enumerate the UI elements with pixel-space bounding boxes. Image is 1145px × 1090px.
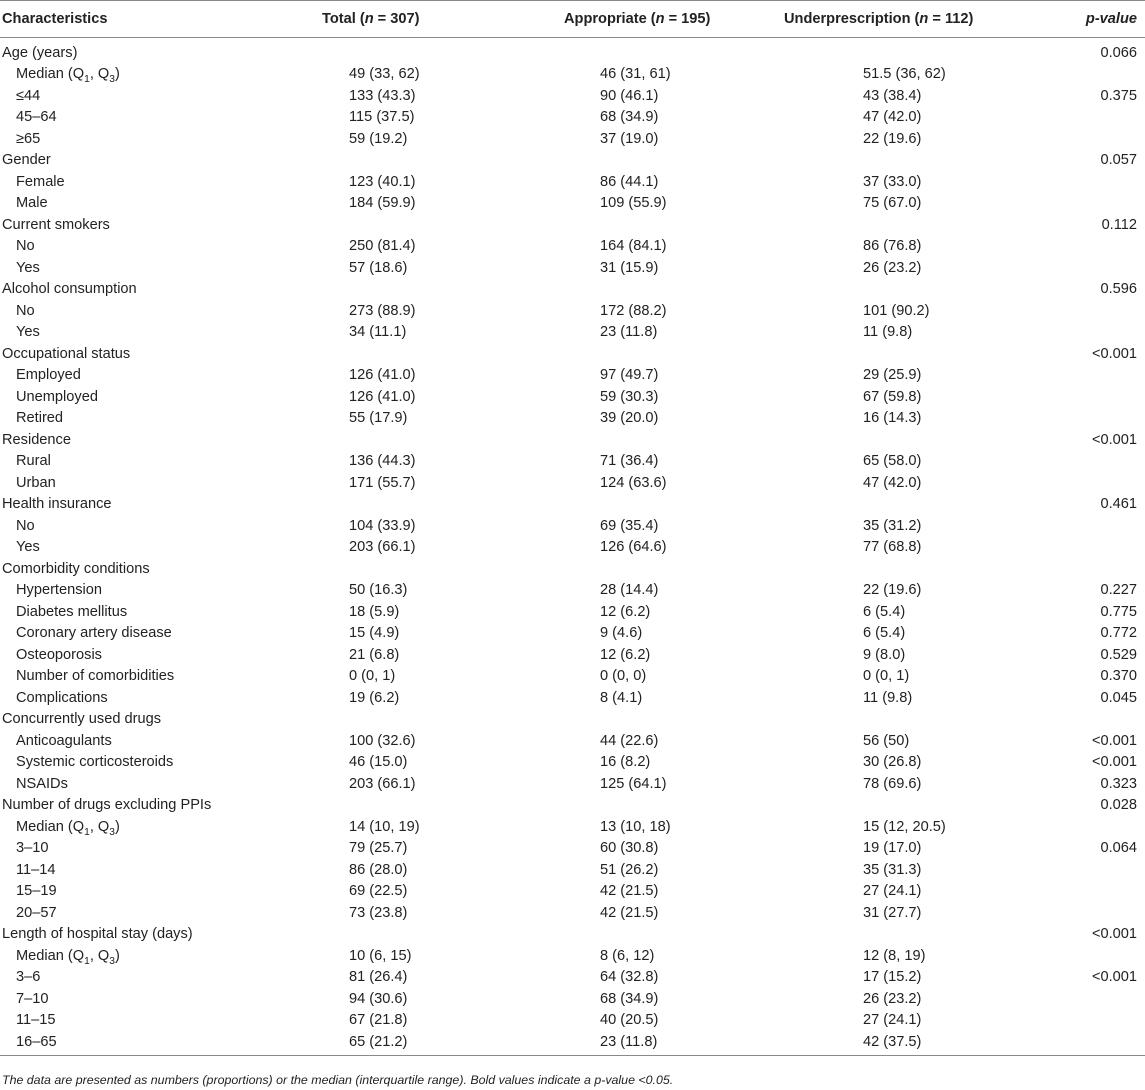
row-label: Hypertension bbox=[16, 582, 102, 599]
cell-appropriate: 126 (64.6) bbox=[600, 539, 667, 556]
cell-p-value bbox=[986, 945, 1145, 967]
cell-appropriate: 109 (55.9) bbox=[600, 195, 667, 212]
row-label: Alcohol consumption bbox=[2, 281, 137, 298]
cell-underprescription: 43 (38.4) bbox=[863, 87, 922, 104]
cell-underprescription: 67 (59.8) bbox=[863, 388, 922, 405]
cell-total: 59 (19.2) bbox=[349, 130, 408, 147]
category-row bbox=[0, 795, 1145, 817]
cell-p-value: 0.775 bbox=[1100, 603, 1137, 620]
cell-p-value: 0.529 bbox=[1100, 646, 1137, 663]
cell-total: 14 (10, 19) bbox=[349, 818, 420, 835]
cell-underprescription bbox=[734, 38, 986, 64]
cell-underprescription: 15 (12, 20.5) bbox=[863, 818, 946, 835]
cell-total: 65 (21.2) bbox=[300, 1031, 478, 1055]
cell-appropriate: 68 (34.9) bbox=[600, 109, 659, 126]
row-label: ≤44 bbox=[16, 87, 41, 104]
cell-underprescription bbox=[734, 429, 986, 451]
row-label: Median ($Q_1$, $Q_3$) bbox=[16, 66, 120, 86]
cell-appropriate: 37 (19.0) bbox=[600, 130, 659, 147]
cell-appropriate: 71 (36.4) bbox=[600, 453, 659, 470]
table-row bbox=[0, 687, 1145, 709]
row-label: Male bbox=[16, 195, 48, 212]
cell-p-value bbox=[986, 515, 1145, 537]
row-label: Anticoagulants bbox=[16, 732, 112, 749]
cell-total bbox=[300, 924, 478, 946]
row-label: 7–10 bbox=[16, 990, 49, 1007]
table-row bbox=[0, 257, 1145, 279]
cell-underprescription: 30 (26.8) bbox=[863, 754, 922, 771]
cell-p-value: 0.370 bbox=[1100, 668, 1137, 685]
cell-underprescription bbox=[734, 150, 986, 172]
table-row bbox=[0, 967, 1145, 989]
cell-total: 133 (43.3) bbox=[349, 87, 416, 104]
table-row bbox=[0, 730, 1145, 752]
row-label: Employed bbox=[16, 367, 81, 384]
cell-appropriate bbox=[478, 38, 734, 64]
row-label: Number of drugs excluding PPIs bbox=[2, 797, 212, 814]
table-footnote: The data are presented as numbers (proportions) or the median (interquartile range). Bold values indicate a p-value <0.05. bbox=[2, 1073, 674, 1087]
cell-appropriate: 12 (6.2) bbox=[600, 603, 651, 620]
cell-appropriate: 164 (84.1) bbox=[600, 238, 667, 255]
cell-appropriate: 42 (21.5) bbox=[600, 904, 659, 921]
row-label: Yes bbox=[16, 259, 40, 276]
cell-appropriate: 86 (44.1) bbox=[600, 173, 659, 190]
row-label: Occupational status bbox=[2, 345, 131, 362]
table-row bbox=[0, 859, 1145, 881]
table-row bbox=[0, 1010, 1145, 1032]
cell-p-value bbox=[986, 64, 1145, 86]
table-row bbox=[0, 537, 1145, 559]
cell-appropriate: 44 (22.6) bbox=[600, 732, 659, 749]
cell-p-value: 0.064 bbox=[1100, 840, 1137, 857]
cell-total: 100 (32.6) bbox=[349, 732, 416, 749]
cell-underprescription bbox=[734, 558, 986, 580]
cell-total: 203 (66.1) bbox=[349, 539, 416, 556]
cell-underprescription bbox=[734, 279, 986, 301]
cell-underprescription: 22 (19.6) bbox=[863, 582, 922, 599]
category-row bbox=[0, 214, 1145, 236]
row-label: 3–10 bbox=[16, 840, 49, 857]
cell-appropriate: 97 (49.7) bbox=[600, 367, 659, 384]
cell-total: 10 (6, 15) bbox=[349, 947, 412, 964]
cell-appropriate: 23 (11.8) bbox=[600, 324, 658, 341]
cell-underprescription: 42 (37.5) bbox=[734, 1031, 986, 1055]
table-row bbox=[0, 322, 1145, 344]
cell-appropriate: 172 (88.2) bbox=[600, 302, 667, 319]
cell-p-value: 0.461 bbox=[1100, 496, 1137, 513]
cell-p-value: <0.001 bbox=[1091, 431, 1137, 448]
header-p-value: p-value bbox=[986, 1, 1145, 38]
cell-appropriate: 28 (14.4) bbox=[600, 582, 659, 599]
cell-total: 69 (22.5) bbox=[349, 883, 408, 900]
row-label: Coronary artery disease bbox=[16, 625, 172, 642]
category-row bbox=[0, 924, 1145, 946]
row-label: Complications bbox=[16, 689, 108, 706]
cell-total: 171 (55.7) bbox=[349, 474, 416, 491]
cell-underprescription: 19 (17.0) bbox=[863, 840, 922, 857]
cell-appropriate bbox=[478, 795, 734, 817]
cell-p-value bbox=[986, 171, 1145, 193]
row-label: Median ($Q_1$, $Q_3$) bbox=[16, 947, 120, 967]
category-row bbox=[0, 429, 1145, 451]
cell-appropriate bbox=[478, 429, 734, 451]
cell-underprescription: 75 (67.0) bbox=[863, 195, 922, 212]
cell-total: 18 (5.9) bbox=[349, 603, 400, 620]
table-row bbox=[0, 515, 1145, 537]
cell-total: 123 (40.1) bbox=[349, 173, 416, 190]
row-label: 45–64 bbox=[16, 109, 57, 126]
cell-p-value: 0.045 bbox=[1100, 689, 1137, 706]
cell-underprescription: 56 (50) bbox=[863, 732, 910, 749]
table-row bbox=[0, 623, 1145, 645]
cell-p-value: <0.001 bbox=[1091, 732, 1137, 749]
cell-appropriate bbox=[478, 709, 734, 731]
row-label: Concurrently used drugs bbox=[2, 711, 161, 728]
row-label: 11–15 bbox=[16, 1012, 56, 1029]
category-row bbox=[0, 38, 1145, 64]
cell-underprescription: 47 (42.0) bbox=[863, 474, 922, 491]
cell-total: 81 (26.4) bbox=[349, 969, 408, 986]
category-row bbox=[0, 709, 1145, 731]
cell-p-value bbox=[986, 408, 1145, 430]
table-row bbox=[0, 300, 1145, 322]
table-row bbox=[0, 85, 1145, 107]
cell-total bbox=[300, 38, 478, 64]
cell-appropriate: 12 (6.2) bbox=[600, 646, 651, 663]
row-label: No bbox=[16, 517, 35, 534]
cell-total: 250 (81.4) bbox=[349, 238, 416, 255]
cell-p-value bbox=[986, 257, 1145, 279]
cell-p-value bbox=[986, 128, 1145, 150]
cell-underprescription: 47 (42.0) bbox=[863, 109, 922, 126]
cell-appropriate: 8 (4.1) bbox=[600, 689, 643, 706]
cell-appropriate: 125 (64.1) bbox=[600, 775, 667, 792]
cell-appropriate: 9 (4.6) bbox=[600, 625, 643, 642]
cell-total: 19 (6.2) bbox=[349, 689, 400, 706]
cell-total: 115 (37.5) bbox=[349, 109, 415, 126]
row-label: ≥65 bbox=[16, 130, 41, 147]
cell-p-value bbox=[986, 902, 1145, 924]
cell-p-value bbox=[986, 300, 1145, 322]
cell-p-value bbox=[986, 816, 1145, 838]
cell-underprescription bbox=[734, 343, 986, 365]
cell-underprescription: 35 (31.2) bbox=[863, 517, 922, 534]
row-label: Female bbox=[16, 173, 65, 190]
header-appropriate: Appropriate (n = 195) bbox=[478, 1, 734, 38]
cell-appropriate: 69 (35.4) bbox=[600, 517, 659, 534]
row-label: 11–14 bbox=[16, 861, 56, 878]
table-row bbox=[0, 666, 1145, 688]
cell-appropriate: 64 (32.8) bbox=[600, 969, 659, 986]
cell-p-value: 0.028 bbox=[1100, 797, 1137, 814]
cell-total: 49 (33, 62) bbox=[349, 66, 420, 83]
cell-appropriate: 124 (63.6) bbox=[600, 474, 667, 491]
row-label: Median ($Q_1$, $Q_3$) bbox=[16, 818, 120, 838]
cell-total: 184 (59.9) bbox=[349, 195, 416, 212]
cell-total: 50 (16.3) bbox=[349, 582, 408, 599]
table-row bbox=[0, 193, 1145, 215]
cell-total: 55 (17.9) bbox=[349, 410, 408, 427]
cell-appropriate bbox=[478, 214, 734, 236]
cell-underprescription bbox=[734, 924, 986, 946]
row-label: Age (years) bbox=[2, 44, 78, 61]
cell-total: 273 (88.9) bbox=[349, 302, 416, 319]
cell-underprescription: 37 (33.0) bbox=[863, 173, 922, 190]
cell-total bbox=[300, 429, 478, 451]
category-row bbox=[0, 343, 1145, 365]
cell-underprescription bbox=[734, 494, 986, 516]
cell-p-value: 0.112 bbox=[1101, 216, 1137, 233]
row-label: Comorbidity conditions bbox=[2, 560, 150, 577]
cell-total: 86 (28.0) bbox=[349, 861, 408, 878]
cell-p-value: <0.001 bbox=[1091, 345, 1137, 362]
table-row bbox=[0, 128, 1145, 150]
cell-total: 126 (41.0) bbox=[349, 388, 416, 405]
cell-p-value bbox=[986, 322, 1145, 344]
cell-underprescription: 31 (27.7) bbox=[863, 904, 922, 921]
cell-p-value: <0.001 bbox=[1091, 754, 1137, 771]
table-row bbox=[0, 644, 1145, 666]
cell-appropriate bbox=[478, 558, 734, 580]
row-label: Yes bbox=[16, 539, 40, 556]
cell-underprescription: 77 (68.8) bbox=[863, 539, 922, 556]
cell-underprescription: 11 (9.8) bbox=[863, 324, 913, 341]
table-row bbox=[0, 580, 1145, 602]
cell-p-value bbox=[986, 881, 1145, 903]
row-label: Systemic corticosteroids bbox=[16, 754, 174, 771]
cell-p-value bbox=[986, 988, 1145, 1010]
cell-total: 46 (15.0) bbox=[349, 754, 408, 771]
cell-underprescription: 9 (8.0) bbox=[863, 646, 906, 663]
cell-total: 94 (30.6) bbox=[349, 990, 408, 1007]
cell-underprescription: 6 (5.4) bbox=[863, 603, 906, 620]
cell-underprescription: 35 (31.3) bbox=[863, 861, 922, 878]
header-characteristics: Characteristics bbox=[0, 1, 300, 38]
cell-total bbox=[300, 343, 478, 365]
row-label: Residence bbox=[2, 431, 71, 448]
cell-underprescription: 86 (76.8) bbox=[863, 238, 922, 255]
row-label: Unemployed bbox=[16, 388, 98, 405]
cell-appropriate: 16 (8.2) bbox=[600, 754, 651, 771]
cell-p-value: 0.596 bbox=[1100, 281, 1137, 298]
row-label: Length of hospital stay (days) bbox=[2, 926, 193, 943]
category-row bbox=[0, 558, 1145, 580]
cell-p-value: 0.772 bbox=[1100, 625, 1137, 642]
cell-appropriate: 68 (34.9) bbox=[600, 990, 659, 1007]
cell-total: 0 (0, 1) bbox=[349, 668, 396, 685]
cell-underprescription: 12 (8, 19) bbox=[863, 947, 926, 964]
cell-total: 203 (66.1) bbox=[349, 775, 416, 792]
row-label: Retired bbox=[16, 410, 64, 427]
cell-underprescription: 27 (24.1) bbox=[863, 1012, 922, 1029]
row-label: NSAIDs bbox=[16, 775, 68, 792]
cell-total bbox=[300, 494, 478, 516]
cell-total: 15 (4.9) bbox=[349, 625, 400, 642]
category-row bbox=[0, 494, 1145, 516]
cell-total: 34 (11.1) bbox=[349, 324, 407, 341]
cell-appropriate bbox=[478, 279, 734, 301]
cell-p-value bbox=[986, 558, 1145, 580]
cell-p-value: 0.066 bbox=[1100, 44, 1137, 61]
row-label: 15–19 bbox=[16, 883, 57, 900]
cell-appropriate: 31 (15.9) bbox=[600, 259, 659, 276]
cell-total bbox=[300, 214, 478, 236]
header-total: Total (n = 307) bbox=[300, 1, 478, 38]
cell-appropriate: 59 (30.3) bbox=[600, 388, 659, 405]
table-header bbox=[0, 1, 1145, 38]
row-label: Osteoporosis bbox=[16, 646, 102, 663]
table-row bbox=[0, 64, 1145, 86]
cell-appropriate: 39 (20.0) bbox=[600, 410, 659, 427]
cell-underprescription: 11 (9.8) bbox=[863, 689, 913, 706]
row-label: Rural bbox=[16, 453, 51, 470]
category-row bbox=[0, 279, 1145, 301]
table-row bbox=[0, 816, 1145, 838]
cell-appropriate bbox=[478, 494, 734, 516]
cell-p-value bbox=[986, 1010, 1145, 1032]
cell-appropriate: 8 (6, 12) bbox=[600, 947, 655, 964]
cell-appropriate: 90 (46.1) bbox=[600, 87, 659, 104]
table-row bbox=[0, 171, 1145, 193]
cell-underprescription bbox=[734, 795, 986, 817]
cell-underprescription bbox=[734, 214, 986, 236]
table-row bbox=[0, 107, 1145, 129]
table-row bbox=[0, 601, 1145, 623]
row-label: 3–6 bbox=[16, 969, 41, 986]
cell-appropriate: 40 (20.5) bbox=[600, 1012, 659, 1029]
table-row bbox=[0, 1031, 1145, 1055]
table-row bbox=[0, 902, 1145, 924]
cell-appropriate: 23 (11.8) bbox=[478, 1031, 734, 1055]
cell-p-value bbox=[986, 107, 1145, 129]
cell-underprescription: 65 (58.0) bbox=[863, 453, 922, 470]
header-underprescription: Underprescription (n = 112) bbox=[734, 1, 986, 38]
cell-underprescription: 6 (5.4) bbox=[863, 625, 906, 642]
row-label: 20–57 bbox=[16, 904, 57, 921]
row-label: No bbox=[16, 302, 35, 319]
table-row bbox=[0, 881, 1145, 903]
cell-p-value: 0.057 bbox=[1100, 152, 1137, 169]
row-label: Diabetes mellitus bbox=[16, 603, 128, 620]
cell-total: 104 (33.9) bbox=[349, 517, 416, 534]
cell-underprescription: 26 (23.2) bbox=[863, 990, 922, 1007]
cell-p-value: <0.001 bbox=[1091, 969, 1137, 986]
cell-p-value bbox=[986, 472, 1145, 494]
cell-total: 21 (6.8) bbox=[349, 646, 400, 663]
table-body bbox=[0, 38, 1145, 1056]
cell-p-value bbox=[986, 709, 1145, 731]
header-row bbox=[0, 1, 1145, 38]
cell-p-value bbox=[986, 386, 1145, 408]
cell-p-value: 0.227 bbox=[1100, 582, 1137, 599]
table-row bbox=[0, 838, 1145, 860]
row-label: 16–65 bbox=[0, 1031, 300, 1055]
cell-p-value bbox=[986, 859, 1145, 881]
cell-underprescription: 101 (90.2) bbox=[863, 302, 930, 319]
cell-total bbox=[300, 150, 478, 172]
cell-underprescription: 78 (69.6) bbox=[863, 775, 922, 792]
cell-underprescription: 17 (15.2) bbox=[863, 969, 922, 986]
row-label: Health insurance bbox=[2, 496, 112, 513]
cell-p-value: <0.001 bbox=[1091, 926, 1137, 943]
cell-underprescription: 27 (24.1) bbox=[863, 883, 922, 900]
cell-p-value bbox=[986, 236, 1145, 258]
table-row bbox=[0, 365, 1145, 387]
row-label: Yes bbox=[16, 324, 40, 341]
cell-underprescription: 16 (14.3) bbox=[863, 410, 922, 427]
cell-p-value bbox=[986, 537, 1145, 559]
row-label: Number of comorbidities bbox=[16, 668, 175, 685]
cell-appropriate bbox=[478, 150, 734, 172]
table-row bbox=[0, 472, 1145, 494]
cell-p-value: 0.323 bbox=[1100, 775, 1137, 792]
cell-underprescription: 51.5 (36, 62) bbox=[863, 66, 946, 83]
table-row bbox=[0, 945, 1145, 967]
cell-total: 136 (44.3) bbox=[349, 453, 416, 470]
cell-total bbox=[300, 709, 478, 731]
cell-underprescription: 29 (25.9) bbox=[863, 367, 922, 384]
cell-total bbox=[300, 558, 478, 580]
cell-p-value bbox=[986, 193, 1145, 215]
table-row bbox=[0, 408, 1145, 430]
cell-underprescription: 0 (0, 1) bbox=[863, 668, 910, 685]
cell-total bbox=[300, 795, 478, 817]
table-row bbox=[0, 236, 1145, 258]
row-label: Current smokers bbox=[2, 216, 110, 233]
cell-appropriate bbox=[478, 343, 734, 365]
cell-total bbox=[300, 279, 478, 301]
cell-appropriate: 51 (26.2) bbox=[600, 861, 659, 878]
cell-total: 73 (23.8) bbox=[349, 904, 408, 921]
cell-total: 57 (18.6) bbox=[349, 259, 408, 276]
cell-p-value bbox=[986, 1031, 1145, 1055]
cell-p-value: 0.375 bbox=[1100, 87, 1137, 104]
row-label: Gender bbox=[2, 152, 51, 169]
table-row bbox=[0, 386, 1145, 408]
cell-appropriate: 60 (30.8) bbox=[600, 840, 659, 857]
cell-total: 67 (21.8) bbox=[349, 1012, 408, 1029]
cell-appropriate: 0 (0, 0) bbox=[600, 668, 647, 685]
cell-underprescription: 26 (23.2) bbox=[863, 259, 922, 276]
table-row bbox=[0, 773, 1145, 795]
table-row bbox=[0, 451, 1145, 473]
row-label: No bbox=[16, 238, 35, 255]
row-label: Urban bbox=[16, 474, 56, 491]
cell-total: 79 (25.7) bbox=[349, 840, 408, 857]
cell-underprescription bbox=[734, 709, 986, 731]
table-row bbox=[0, 752, 1145, 774]
cell-underprescription: 22 (19.6) bbox=[863, 130, 922, 147]
cell-total: 126 (41.0) bbox=[349, 367, 416, 384]
cell-appropriate: 46 (31, 61) bbox=[600, 66, 671, 83]
cell-appropriate: 13 (10, 18) bbox=[600, 818, 671, 835]
table-row bbox=[0, 988, 1145, 1010]
cell-p-value bbox=[986, 451, 1145, 473]
cell-p-value bbox=[986, 365, 1145, 387]
cell-appropriate: 42 (21.5) bbox=[600, 883, 659, 900]
category-row bbox=[0, 150, 1145, 172]
cell-appropriate bbox=[478, 924, 734, 946]
